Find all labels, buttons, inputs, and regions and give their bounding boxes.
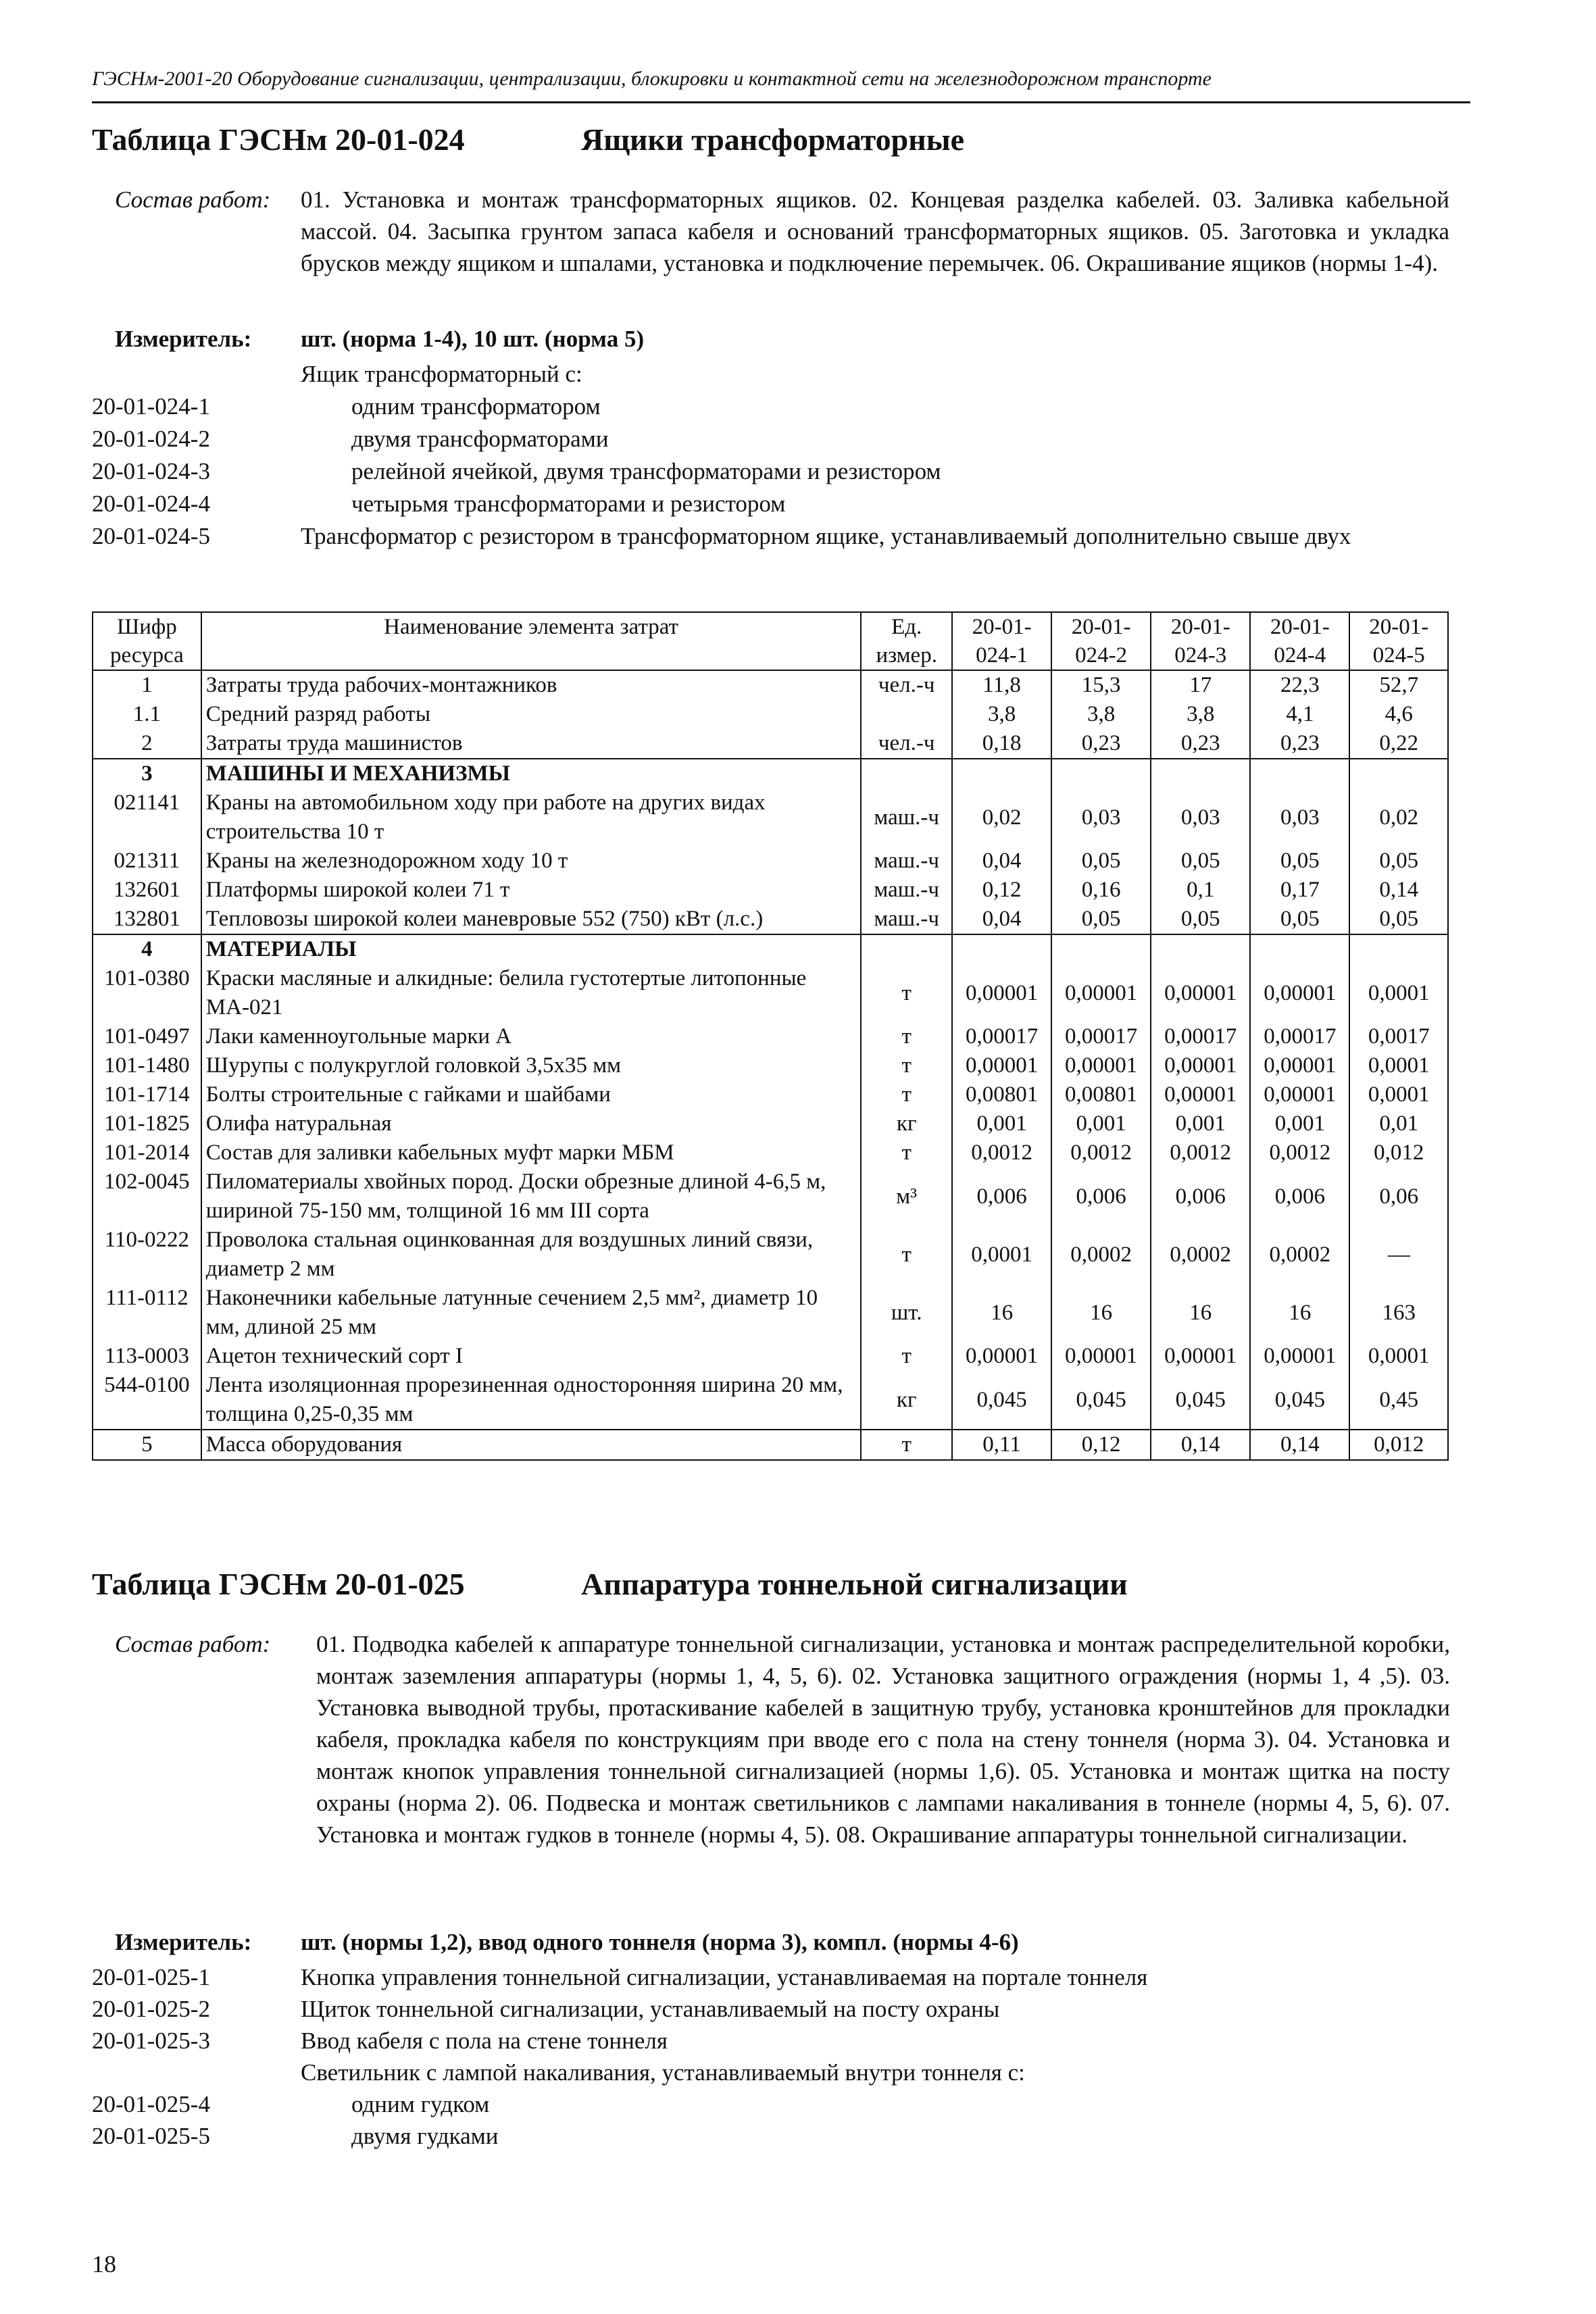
table1-works-text: 01. Установка и монтаж трансформаторных ящиков. 02. Концевая разделка кабелей. 03. Заливка кабельной массой. 04. Засыпка грунтом запаса кабеля и оснований трансформаторных ящиков. 05. Заготовка и укладка брусков между ящиком и шпалами, установка и подключение перемычек. 06. Окрашивание ящиков (нормы 1-4). [301, 186, 1449, 276]
norm-value: 0,05 [1250, 905, 1349, 934]
column-header: 20-01-024-4 [1250, 612, 1349, 670]
norm-value: 0,0012 [1151, 1138, 1250, 1167]
table-row [93, 1022, 1448, 1051]
resource-code: 113-0003 [93, 1342, 201, 1371]
norm-description: двумя трансформаторами [351, 426, 609, 452]
page-number: 18 [92, 2250, 116, 2278]
norm-value: 0,045 [1250, 1371, 1349, 1430]
norm-value [952, 934, 1051, 964]
norm-value: 0,06 [1349, 1167, 1448, 1226]
norm-value: 0,0001 [1349, 964, 1448, 1022]
norm-value [1151, 759, 1250, 788]
norm-value: 0,006 [1250, 1167, 1349, 1226]
norm-value: 0,0001 [1349, 1342, 1448, 1371]
table-row [93, 700, 1448, 729]
norm-value: 0,14 [1349, 876, 1448, 905]
norm-value: 0,05 [1349, 905, 1448, 934]
cost-element-name: МАШИНЫ И МЕХАНИЗМЫ [201, 759, 862, 788]
norm-value: 0,04 [952, 905, 1051, 934]
cost-element-name: Пиломатериалы хвойных пород. Доски обрезные длиной 4-6,5 м, шириной 75-150 мм, толщиной 16 мм III сорта [201, 1167, 862, 1226]
cost-element-name: Затраты труда рабочих-монтажников [201, 670, 862, 700]
norm-code: 20-01-025-4 [92, 2091, 210, 2117]
table-row [93, 1109, 1448, 1138]
norm-value: 0,00001 [1151, 1342, 1250, 1371]
section-row [93, 934, 1448, 964]
norm-value: 0,00001 [952, 1051, 1051, 1080]
unit: чел.-ч [861, 729, 952, 759]
norm-value [1250, 934, 1349, 964]
norm-value: 0,00001 [1250, 1080, 1349, 1109]
table1-label: Таблица ГЭСНм 20-01-024 [92, 122, 465, 157]
norm-value: 0,03 [1051, 788, 1151, 847]
norm-value: 0,00801 [1051, 1080, 1151, 1109]
norm-value: 0,00017 [952, 1022, 1051, 1051]
table-row [93, 788, 1448, 847]
norm-value: 3,8 [1051, 700, 1151, 729]
norm-value: 0,00001 [952, 1342, 1051, 1371]
norm-value: 3,8 [1151, 700, 1250, 729]
norm-value: 0,01 [1349, 1109, 1448, 1138]
unit [861, 700, 952, 729]
table-row [93, 847, 1448, 876]
norm-value: 0,45 [1349, 1371, 1448, 1430]
cost-element-name: Тепловозы широкой колеи маневровые 552 (750) кВт (л.с.) [201, 905, 862, 934]
norm-value: 0,001 [952, 1109, 1051, 1138]
norm-value: 0,00017 [1151, 1022, 1250, 1051]
cost-element-name: Состав для заливки кабельных муфт марки МБМ [201, 1138, 862, 1167]
norm-code: 20-01-024-1 [92, 393, 210, 420]
unit: т [861, 1022, 952, 1051]
cost-element-name: Краны на автомобильном ходу при работе на других видах строительства 10 т [201, 788, 862, 847]
norm-description: одним трансформатором [351, 393, 601, 420]
norm-value: 0,00001 [1250, 964, 1349, 1022]
resource-code: 4 [93, 934, 201, 964]
unit: м³ [861, 1167, 952, 1226]
norm-value: 0,00001 [1151, 1051, 1250, 1080]
resource-code: 3 [93, 759, 201, 788]
unit: маш.-ч [861, 905, 952, 934]
norm-value: 16 [1051, 1284, 1151, 1342]
norm-value: 0,00001 [1250, 1051, 1349, 1080]
norm-value: 0,02 [952, 788, 1051, 847]
table2-works-text: 01. Подводка кабелей к аппаратуре тоннельной сигнализации, установка и монтаж распределительной коробки, монтаж заземления аппаратуры (нормы 1, 4, 5, 6). 02. Установка защитного ограждения (нормы 1, 4 ,5). 03. Установка выводной трубы, протаскивание кабелей в защитную трубу, установка кронштейнов для прокладки кабеля, прокладка кабеля по конструкциям при вводе его с пола на стену тоннеля (норма 3). 04. Установка и монтаж кнопок управления тоннельной сигнализацией (нормы 1,6). 05. Установка и монтаж щитка на посту охраны (норма 2). 06. Подвеска и монтаж светильников с лампами накаливания в тоннеле (нормы 4, 5, 6). 07. Установка и монтаж гудков в тоннеле (нормы 4, 5). 08. Окрашивание аппаратуры тоннельной сигнализации. [316, 1631, 1450, 1848]
norm-value: 16 [952, 1284, 1051, 1342]
column-header: Шифр ресурса [93, 612, 201, 670]
norm-value: 0,001 [1151, 1109, 1250, 1138]
table-row [93, 1342, 1448, 1371]
norm-value: 4,6 [1349, 700, 1448, 729]
cost-element-name: Проволока стальная оцинкованная для воздушных линий связи, диаметр 2 мм [201, 1226, 862, 1284]
resource-code: 1.1 [93, 700, 201, 729]
norm-value: 0,16 [1051, 876, 1151, 905]
norm-value: 0,00001 [1250, 1342, 1349, 1371]
table-row [93, 1138, 1448, 1167]
norm-value: 0,006 [952, 1167, 1051, 1226]
norm-code: 20-01-025-5 [92, 2123, 210, 2149]
resource-code: 132801 [93, 905, 201, 934]
table-row [93, 1371, 1448, 1430]
table1-meter-label: Измеритель: [115, 326, 252, 352]
unit: маш.-ч [861, 788, 952, 847]
norm-value: 0,0012 [1250, 1138, 1349, 1167]
column-header: Наименование элемента затрат [201, 612, 862, 670]
table-row [93, 876, 1448, 905]
unit: т [861, 1226, 952, 1284]
header-rule [92, 101, 1470, 103]
norm-value [1349, 934, 1448, 964]
norm-value: 22,3 [1250, 670, 1349, 700]
norm-value: 52,7 [1349, 670, 1448, 700]
table-row [93, 1167, 1448, 1226]
norm-value: 0,23 [1151, 729, 1250, 759]
norm-description: Ввод кабеля с пола на стене тоннеля [301, 2028, 668, 2054]
table1-works-label: Состав работ: [115, 186, 271, 213]
norm-code: 20-01-025-3 [92, 2028, 210, 2054]
norm-value: 0,03 [1151, 788, 1250, 847]
norm-value: 4,1 [1250, 700, 1349, 729]
norm-value: 0,0002 [1051, 1226, 1151, 1284]
resource-table [92, 611, 1449, 1461]
norm-value: 0,00001 [1051, 1342, 1151, 1371]
norm-value: 0,045 [952, 1371, 1051, 1430]
norm-code: 20-01-024-2 [92, 426, 210, 452]
norm-value: 16 [1151, 1284, 1250, 1342]
cost-element-name: Платформы широкой колеи 71 т [201, 876, 862, 905]
resource-code: 544-0100 [93, 1371, 201, 1430]
norm-value [952, 759, 1051, 788]
norm-description: четырьмя трансформаторами и резистором [351, 491, 786, 517]
norm-value: 0,0002 [1151, 1226, 1250, 1284]
cost-element-name: Краны на железнодорожном ходу 10 т [201, 847, 862, 876]
norm-value: 0,00001 [1151, 1080, 1250, 1109]
table-row [93, 964, 1448, 1022]
norm-value [1051, 934, 1151, 964]
column-header: Ед. измер. [861, 612, 952, 670]
cost-element-name: Лаки каменноугольные марки А [201, 1022, 862, 1051]
unit: шт. [861, 1284, 952, 1342]
norm-value: 0,12 [952, 876, 1051, 905]
norm-value: 0,006 [1051, 1167, 1151, 1226]
table2-group-heading: Светильник с лампой накаливания, устанавливаемый внутри тоннеля с: [301, 2059, 1025, 2086]
section-row [93, 759, 1448, 788]
cost-element-name: Болты строительные с гайками и шайбами [201, 1080, 862, 1109]
resource-table-header [93, 612, 1448, 670]
unit [861, 934, 952, 964]
norm-value: 0,23 [1051, 729, 1151, 759]
norm-value: 0,00001 [1151, 964, 1250, 1022]
norm-value: 0,05 [1151, 905, 1250, 934]
table-row [93, 670, 1448, 700]
resource-table-body [93, 670, 1448, 1460]
norm-code: 20-01-025-2 [92, 1996, 210, 2022]
norm-value: 0,045 [1151, 1371, 1250, 1430]
column-header: 20-01-024-1 [952, 612, 1051, 670]
table-row [93, 1051, 1448, 1080]
column-header: 20-01-024-3 [1151, 612, 1250, 670]
unit [861, 759, 952, 788]
norm-value: 11,8 [952, 670, 1051, 700]
norm-value: 16 [1250, 1284, 1349, 1342]
resource-code: 101-1714 [93, 1080, 201, 1109]
norm-description: Кнопка управления тоннельной сигнализации, устанавливаемая на портале тоннеля [301, 1964, 1148, 1990]
norm-value: 0,22 [1349, 729, 1448, 759]
column-header: 20-01-024-5 [1349, 612, 1448, 670]
norm-value: 0,05 [1051, 847, 1151, 876]
norm-value: 0,00001 [952, 964, 1051, 1022]
table-row [93, 1430, 1448, 1460]
norm-value [1250, 759, 1349, 788]
resource-code: 101-0380 [93, 964, 201, 1022]
norm-value: 0,05 [1151, 847, 1250, 876]
norm-value: 0,00017 [1250, 1022, 1349, 1051]
norm-value: — [1349, 1226, 1448, 1284]
resource-code: 111-0112 [93, 1284, 201, 1342]
norm-value: 0,14 [1151, 1430, 1250, 1460]
norm-value: 0,001 [1051, 1109, 1151, 1138]
norm-value: 0,23 [1250, 729, 1349, 759]
cost-element-name: МАТЕРИАЛЫ [201, 934, 862, 964]
resource-code: 101-2014 [93, 1138, 201, 1167]
cost-element-name: Олифа натуральная [201, 1109, 862, 1138]
table1-meter-text: шт. (норма 1-4), 10 шт. (норма 5) [301, 326, 645, 352]
cost-element-name: Ацетон технический сорт I [201, 1342, 862, 1371]
norm-code: 20-01-024-3 [92, 458, 210, 484]
norm-value: 0,0001 [1349, 1080, 1448, 1109]
resource-code: 132601 [93, 876, 201, 905]
unit: кг [861, 1371, 952, 1430]
norm-description: Трансформатор с резистором в трансформаторном ящике, устанавливаемый дополнительно свыше двух [301, 523, 1351, 549]
norm-value: 0,045 [1051, 1371, 1151, 1430]
norm-value: 0,00001 [1051, 1051, 1151, 1080]
norm-value: 0,012 [1349, 1138, 1448, 1167]
table-row [93, 905, 1448, 934]
unit: т [861, 1051, 952, 1080]
norm-value: 17 [1151, 670, 1250, 700]
norm-value [1051, 759, 1151, 788]
table2-meter-text: шт. (нормы 1,2), ввод одного тоннеля (норма 3), компл. (нормы 4-6) [301, 1929, 1019, 1955]
resource-code: 021141 [93, 788, 201, 847]
norm-value: 0,0012 [952, 1138, 1051, 1167]
norm-value: 0,0012 [1051, 1138, 1151, 1167]
norm-value: 0,17 [1250, 876, 1349, 905]
resource-code: 110-0222 [93, 1226, 201, 1284]
norm-value: 0,00017 [1051, 1022, 1151, 1051]
cost-element-name: Затраты труда машинистов [201, 729, 862, 759]
resource-code: 021311 [93, 847, 201, 876]
norm-value: 0,0001 [952, 1226, 1051, 1284]
norm-code: 20-01-025-1 [92, 1964, 210, 1990]
norm-value: 0,03 [1250, 788, 1349, 847]
norm-value: 0,11 [952, 1430, 1051, 1460]
norm-value: 0,012 [1349, 1430, 1448, 1460]
norm-value: 0,0002 [1250, 1226, 1349, 1284]
norm-value: 0,0001 [1349, 1051, 1448, 1080]
table2-works-label: Состав работ: [115, 1631, 271, 1657]
unit: т [861, 1342, 952, 1371]
norm-value: 0,04 [952, 847, 1051, 876]
column-header: 20-01-024-2 [1051, 612, 1151, 670]
norm-value: 0,00801 [952, 1080, 1051, 1109]
norm-code: 20-01-024-4 [92, 491, 210, 517]
table-row [93, 1226, 1448, 1284]
norm-description: релейной ячейкой, двумя трансформаторами и резистором [351, 458, 941, 484]
unit: т [861, 1138, 952, 1167]
norm-value: 0,1 [1151, 876, 1250, 905]
cost-element-name: Масса оборудования [201, 1430, 862, 1460]
resource-code: 102-0045 [93, 1167, 201, 1226]
resource-code: 5 [93, 1430, 201, 1460]
norm-value: 0,001 [1250, 1109, 1349, 1138]
norm-value: 0,05 [1250, 847, 1349, 876]
norm-value: 3,8 [952, 700, 1051, 729]
cost-element-name: Краски масляные и алкидные: белила густотертые литопонные МА-021 [201, 964, 862, 1022]
table-row [93, 729, 1448, 759]
resource-code: 2 [93, 729, 201, 759]
resource-code: 101-1480 [93, 1051, 201, 1080]
norm-value: 15,3 [1051, 670, 1151, 700]
unit: т [861, 964, 952, 1022]
table1-name: Ящики трансформаторные [581, 122, 965, 157]
norm-value: 0,14 [1250, 1430, 1349, 1460]
norm-value: 0,02 [1349, 788, 1448, 847]
norm-value [1151, 934, 1250, 964]
unit: маш.-ч [861, 876, 952, 905]
running-header: ГЭСНм-2001-20 Оборудование сигнализации, централизации, блокировки и контактной сети на железнодорожном транспорте [92, 68, 1212, 90]
norm-value: 0,0017 [1349, 1022, 1448, 1051]
norm-value: 0,18 [952, 729, 1051, 759]
resource-code: 101-1825 [93, 1109, 201, 1138]
norm-value: 0,05 [1051, 905, 1151, 934]
cost-element-name: Наконечники кабельные латунные сечением 2,5 мм², диаметр 10 мм, длиной 25 мм [201, 1284, 862, 1342]
norm-value: 0,00001 [1051, 964, 1151, 1022]
cost-element-name: Шурупы с полукруглой головкой 3,5х35 мм [201, 1051, 862, 1080]
table-row [93, 1080, 1448, 1109]
unit: маш.-ч [861, 847, 952, 876]
norm-value: 0,05 [1349, 847, 1448, 876]
norm-value: 0,12 [1051, 1430, 1151, 1460]
table2-name: Аппаратура тоннельной сигнализации [581, 1567, 1128, 1601]
norm-value: 0,006 [1151, 1167, 1250, 1226]
norm-description: одним гудком [351, 2091, 490, 2117]
norm-value: 163 [1349, 1284, 1448, 1342]
resource-code: 101-0497 [93, 1022, 201, 1051]
norm-description: двумя гудками [351, 2123, 499, 2149]
cost-element-name: Лента изоляционная прорезиненная односторонняя ширина 20 мм, толщина 0,25-0,35 мм [201, 1371, 862, 1430]
cost-element-name: Средний разряд работы [201, 700, 862, 729]
unit: кг [861, 1109, 952, 1138]
unit: чел.-ч [861, 670, 952, 700]
unit: т [861, 1430, 952, 1460]
table2-meter-label: Измеритель: [115, 1929, 252, 1955]
table2-label: Таблица ГЭСНм 20-01-025 [92, 1567, 465, 1601]
table-row [93, 1284, 1448, 1342]
norm-value [1349, 759, 1448, 788]
resource-code: 1 [93, 670, 201, 700]
table1-group-heading: Ящик трансформаторный с: [301, 361, 582, 387]
norm-code: 20-01-024-5 [92, 523, 210, 549]
norm-description: Щиток тоннельной сигнализации, устанавливаемый на посту охраны [301, 1996, 1000, 2022]
unit: т [861, 1080, 952, 1109]
